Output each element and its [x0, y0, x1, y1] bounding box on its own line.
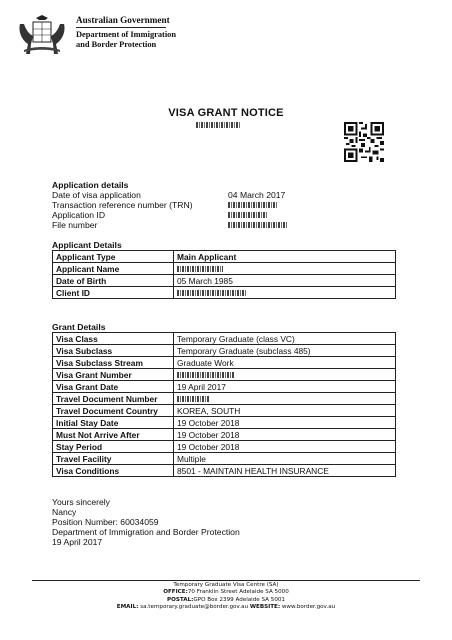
- application-detail-row: [52, 210, 392, 220]
- row-label: Visa Grant Number: [53, 369, 174, 381]
- row-value: 19 April 2017: [174, 381, 396, 393]
- redacted-value: [177, 290, 247, 296]
- redacted-value: [177, 396, 209, 402]
- signer-department: Department of Immigration and Border Protection: [52, 527, 240, 537]
- table-row: [53, 441, 396, 453]
- email-address[interactable]: sa.temporary.graduate@border.gov.au: [140, 604, 249, 611]
- row-value: [174, 287, 396, 299]
- detail-label: Application ID: [52, 210, 106, 220]
- row-label: Stay Period: [53, 441, 174, 453]
- detail-label: Date of visa application: [52, 190, 141, 200]
- email-label: EMAIL:: [116, 604, 139, 611]
- row-label: Travel Facility: [53, 453, 174, 465]
- row-value: [174, 263, 396, 275]
- application-detail-row: [52, 190, 392, 200]
- application-details: [52, 190, 392, 230]
- table-row: [53, 393, 396, 405]
- notice-title: VISA GRANT NOTICE: [168, 107, 284, 119]
- row-value: Temporary Graduate (subclass 485): [174, 345, 396, 357]
- signer-name: Nancy: [52, 507, 77, 517]
- row-value: [174, 369, 396, 381]
- table-row: [53, 417, 396, 429]
- table-row: [53, 275, 396, 287]
- row-label: Visa Subclass: [53, 345, 174, 357]
- redacted-subtitle: [196, 122, 240, 128]
- postal-address: GPO Box 2399 Adelaide SA 5001: [193, 596, 285, 603]
- row-value: [174, 393, 396, 405]
- row-value: 8501 - MAINTAIN HEALTH INSURANCE: [174, 465, 396, 477]
- row-label: Travel Document Number: [53, 393, 174, 405]
- website-label: WEBSITE:: [249, 604, 281, 611]
- applicant-details-heading: Applicant Details: [52, 240, 122, 250]
- coat-of-arms-icon: [14, 14, 70, 58]
- applicant-details-table: [52, 250, 396, 299]
- redacted-value: [177, 266, 223, 272]
- application-details-heading: Application details: [52, 180, 129, 190]
- row-label: Applicant Name: [53, 263, 174, 275]
- table-row: [53, 381, 396, 393]
- department-line-2: and Border Protection: [76, 40, 157, 49]
- footer-divider: [32, 580, 420, 581]
- table-row: [53, 333, 396, 345]
- row-value: 19 October 2018: [174, 429, 396, 441]
- footer: [0, 582, 452, 612]
- closing-line: Yours sincerely: [52, 497, 110, 507]
- row-value: Multiple: [174, 453, 396, 465]
- row-label: Applicant Type: [53, 251, 174, 263]
- table-row: [53, 357, 396, 369]
- row-value: Graduate Work: [174, 357, 396, 369]
- table-row: [53, 369, 396, 381]
- row-label: Travel Document Country: [53, 405, 174, 417]
- row-value: 19 October 2018: [174, 441, 396, 453]
- agency-block: [76, 15, 176, 50]
- detail-label: Transaction reference number (TRN): [52, 200, 193, 210]
- signoff-date: 19 April 2017: [52, 537, 103, 547]
- grant-details-heading: Grant Details: [52, 322, 106, 332]
- website-link[interactable]: www.border.gov.au: [281, 604, 336, 611]
- detail-label: File number: [52, 220, 98, 230]
- footer-office: [0, 589, 452, 596]
- row-value: 05 March 1985: [174, 275, 396, 287]
- table-row: [53, 465, 396, 477]
- agency-divider: [76, 27, 166, 28]
- row-label: Visa Grant Date: [53, 381, 174, 393]
- office-address: 70 Franklin Street Adelaide SA 5000: [187, 589, 289, 596]
- grant-details-table: [52, 332, 396, 477]
- redacted-value: [177, 372, 235, 378]
- footer-postal: [0, 597, 452, 604]
- row-label: Must Not Arrive After: [53, 429, 174, 441]
- table-row: [53, 453, 396, 465]
- application-detail-row: [52, 220, 392, 230]
- footer-centre: Temporary Graduate Visa Centre (SA): [173, 582, 279, 588]
- government-name: Australian Government: [76, 15, 170, 25]
- redacted-value: [228, 212, 268, 218]
- redacted-value: [228, 222, 288, 228]
- footer-contact: [0, 604, 452, 611]
- table-row: [53, 251, 396, 263]
- signoff-block: [52, 497, 240, 547]
- row-label: Visa Class: [53, 333, 174, 345]
- office-label: OFFICE:: [163, 589, 188, 596]
- detail-value: 04 March 2017: [228, 190, 286, 200]
- row-value: Main Applicant: [174, 251, 396, 263]
- row-label: Visa Conditions: [53, 465, 174, 477]
- qr-code-icon: [344, 122, 384, 162]
- application-detail-row: [52, 200, 392, 210]
- row-value: KOREA, SOUTH: [174, 405, 396, 417]
- row-label: Initial Stay Date: [53, 417, 174, 429]
- row-value: Temporary Graduate (class VC): [174, 333, 396, 345]
- table-row: [53, 405, 396, 417]
- redacted-value: [228, 202, 278, 208]
- table-row: [53, 345, 396, 357]
- table-row: [53, 263, 396, 275]
- signer-position: Position Number: 60034059: [52, 517, 159, 527]
- row-label: Visa Subclass Stream: [53, 357, 174, 369]
- table-row: [53, 429, 396, 441]
- postal-label: POSTAL:: [166, 596, 194, 603]
- department-line-1: Department of Immigration: [76, 30, 177, 39]
- row-label: Client ID: [53, 287, 174, 299]
- row-value: 19 October 2018: [174, 417, 396, 429]
- row-label: Date of Birth: [53, 275, 174, 287]
- table-row: [53, 287, 396, 299]
